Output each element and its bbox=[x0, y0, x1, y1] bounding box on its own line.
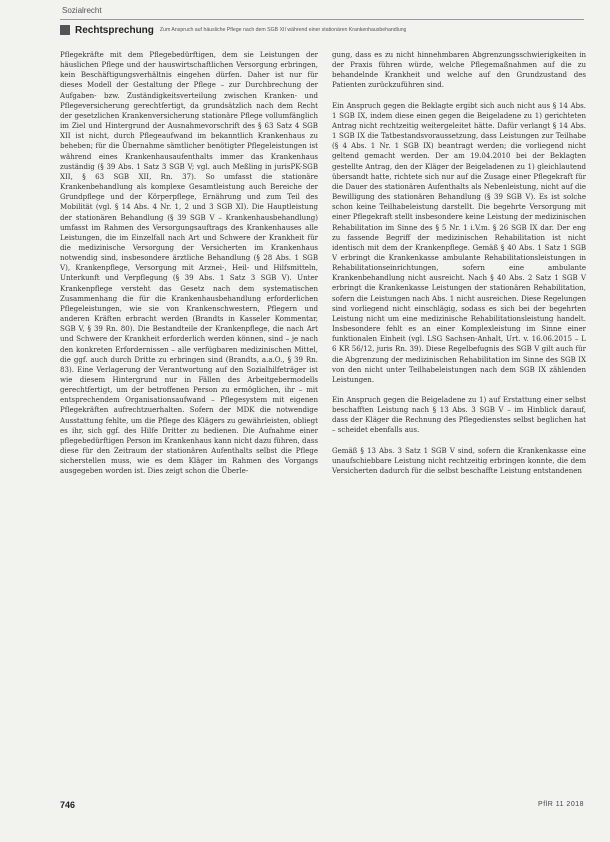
right-paragraph-2: Ein Anspruch gegen die Beklagte ergibt sich auch nicht aus § 14 Abs. 1 SGB IX, indem diese einen gegen die Beigeladene zu 1) gerichteten Antrag nicht rechtzeitig weitergeleitet hätte. Dafür verlangt § 14 Abs. 1 SGB IX die Tatbestandsvoraussetzung, dass Leistungen zur Teilhabe (§ 4 Abs. 1 Nr. 1 SGB IX) beantragt werden; die vorliegend nicht geltend gemacht werden. Der am 19.04.2010 bei der Beklagten gestellte Antrag, den der Kläger der Beigeladenen zu 1) gleichlautend übersandt hatte, richtete sich nur auf die Zusage einer Pflegekraft für die Dauer des stationären Aufenthalts als Nebenleistung, nicht auf die Bewilligung des stationären Behandlung (§ 39 SGB V). Es ist solche schon keine Teilhabeleistung darstellt. Die begehrte Versorgung mit einer Pflegekraft stellt insbesondere keine Leistung der medizinischen Rehabilitation im Sinne des § 5 Nr. 1 i.V.m. § 26 SGB IX dar. Der eng zu fassende Begriff der medizinischen Rehabilitation ist nicht identisch mit dem der Krankenpflege. Gemäß § 40 Abs. 1 Satz 1 SGB V erbringt die Krankenkasse ambulante Rehabilitationsleistungen in Rehabilitationseinrichtungen, sofern eine ambulante Krankenbehandlung nicht ausreicht. Nach § 40 Abs. 2 Satz 1 SGB V erbringt die Krankenkasse Leistungen der stationären Rehabilitation, sofern die Leistungen nach Abs. 1 nicht ausreichen. Diese Regelungen sind vorliegend nicht einschlägig, sodass es sich bei der begehrten Leistung nicht um eine medizinische Rehabilitationsleistung handelt. Insbesondere fehlt es an einer Komplexleistung im Sinne einer funktionalen Einheit (vgl. LSG Sachsen-Anhalt, Urt. v. 16.06.2015 – L 6 KR 56/12, juris Rn. 39). Diese Regelbefugnis des SGB V gilt auch für die Abgrenzung der medizinischen Rehabilitation im Sinne des SGB IX von den nicht unter Teilhabeleistungen nach dem SGB IX zählenden Leistungen. bbox=[332, 100, 586, 384]
page-number: 746 bbox=[60, 800, 76, 810]
left-paragraph-1: Pflegekräfte mit dem Pflegebedürftigen, dem sie Leistungen der häuslichen Pflege und der hauswirtschaftlichen Versorgung erbringen, kein Beschäftigungsverhältnis eingehen dürfen. Daher ist nur für dieses Modell der Gestaltung der Pflege – zur Durchbrechung der Aufgaben- bzw. Zuständigkeitsverteilung zwischen Kranken- und Pflegeversicherung gerechtfertigt, da grundsätzlich nach dem Recht der gesetzlichen Krankenversicherung stationäre Pflege vollumfänglich im Ziel und Hintergrund der Ausnahmevorschrift des § 63 Satz 4 SGB XII ist nicht, durch Pflegeaufwand im bekanntlich Krankenhaus zu beheben; für die Übernahme sämtlicher benötigter Pflegeleistungen ist während eines Krankenhausaufenthalts immer das Krankenhaus zuständig (§ 39 Abs. 1 Satz 3 SGB V; vgl. auch Meßling in jurisPK-SGB XII, § 63 SGB XII, Rn. 37). So umfasst die stationäre Krankenbehandlung als komplexe Gesamtleistung auch Bereiche der Grundpflege und der Körperpflege, Ernährung und zum Teil des Mobilität (vgl. § 14 Abs. 4 Nr. 1, 2 und 3 SGB XI). Die Hauptleistung der stationären Behandlung (§ 39 SGB V – Krankenhausbehandlung) umfasst im Rahmen des Versorgungsauftrags des Krankenhauses alle Leistungen, die im Einzelfall nach Art und Schwere der Krankheit für die medizinische Versorgung der Versicherten im Krankenhaus notwendig sind, insbesondere ärztliche Behandlung (§ 28 Abs. 1 SGB V), Krankenpflege, Versorgung mit Arznei-, Heil- und Hilfsmitteln, Unterkunft und Verpflegung (§ 39 Abs. 1 Satz 3 SGB V). Unter Krankenpflege versteht das Gesetz nach dem systematischen Zusammenhang die für die Krankenhausbehandlung erforderlichen Pflegeleistungen, wie sie von Krankenschwestern, Pflegern und anderen Kräften erbracht werden (Brandts in Kasseler Kommentar, SGB V, § 39 Rn. 80). Die Bestandteile der Krankenpflege, die nach Art und Schwere der Krankheit erforderlich werden können, sind – je nach den konkreten Erfordernissen – alle verfügbaren medizinischen Mittel, die ggf. auch durch Dritte zu erbringen sind (Brandts, a.a.O., § 39 Rn. 83). Eine Verlagerung der Verantwortung auf den Sozialhilfeträger ist wie diesem Hintergrund nur in Fällen des Arbeitgebermodells gerechtfertigt, um der betroffenen Person zu ermöglichen, ihr – mit entsprechendem Organisationsaufwand – Pflegesystem mit eigenen Pflegekräften aufrechtzuerhalten. Sofern der MDK die notwendige Ausstattung fehlte, um die Pflege des Klägers zu gewährleisten, obliegt es ihr, sich ggf. des Hilfe Dritter zu bedienen. Die Aufnahme einer pflegebedürftigen Person im Krankenhaus kann nicht dazu führen, dass diese für den Zeitraum der stationären Aufenthalts selbst die Pflege sicherstellen muss, wie es dem Kläger im Rahmen des Vorgangs ausgegeben worden ist. Dies zeigt schon die Überle- bbox=[60, 50, 318, 476]
right-paragraph-1: gung, dass es zu nicht hinnehmbaren Abgrenzungsschwierigkeiten in der Praxis führen würde, welche Pflegemaßnahmen auf die zu behandelnde Krankheit und welche auf den Grundzustand des Patienten zurückzuführen sind. bbox=[332, 50, 586, 90]
running-header bbox=[60, 23, 584, 37]
right-paragraph-4: Gemäß § 13 Abs. 3 Satz 1 SGB V sind, sofern die Krankenkasse eine unaufschiebbare Leistung nicht rechtzeitig erbringen konnte, die dem Versicherten dadurch für die selbst beschaffte Leistung entstandenen bbox=[332, 445, 586, 475]
header-rule bbox=[60, 19, 584, 20]
journal-reference: PflR 11 2018 bbox=[538, 801, 584, 808]
left-column bbox=[60, 50, 318, 487]
right-paragraph-3: Ein Anspruch gegen die Beigeladene zu 1) auf Erstattung einer selbst beschafften Leistung nach § 13 Abs. 3 SGB V – im Hinblick darauf, dass der Kläger die Rechnung des Pflegedienstes selbst beglichen hat – scheidet ebenfalls aus. bbox=[332, 395, 586, 435]
header-title: Rechtsprechung bbox=[75, 24, 154, 36]
section-label: Sozialrecht bbox=[62, 6, 102, 15]
header-subtitle: Zum Anspruch auf häusliche Pflege nach dem SGB XII während einer stationären Krankenhausbehandlung bbox=[159, 27, 407, 33]
right-column bbox=[332, 50, 586, 486]
header-marker-icon bbox=[60, 25, 70, 35]
